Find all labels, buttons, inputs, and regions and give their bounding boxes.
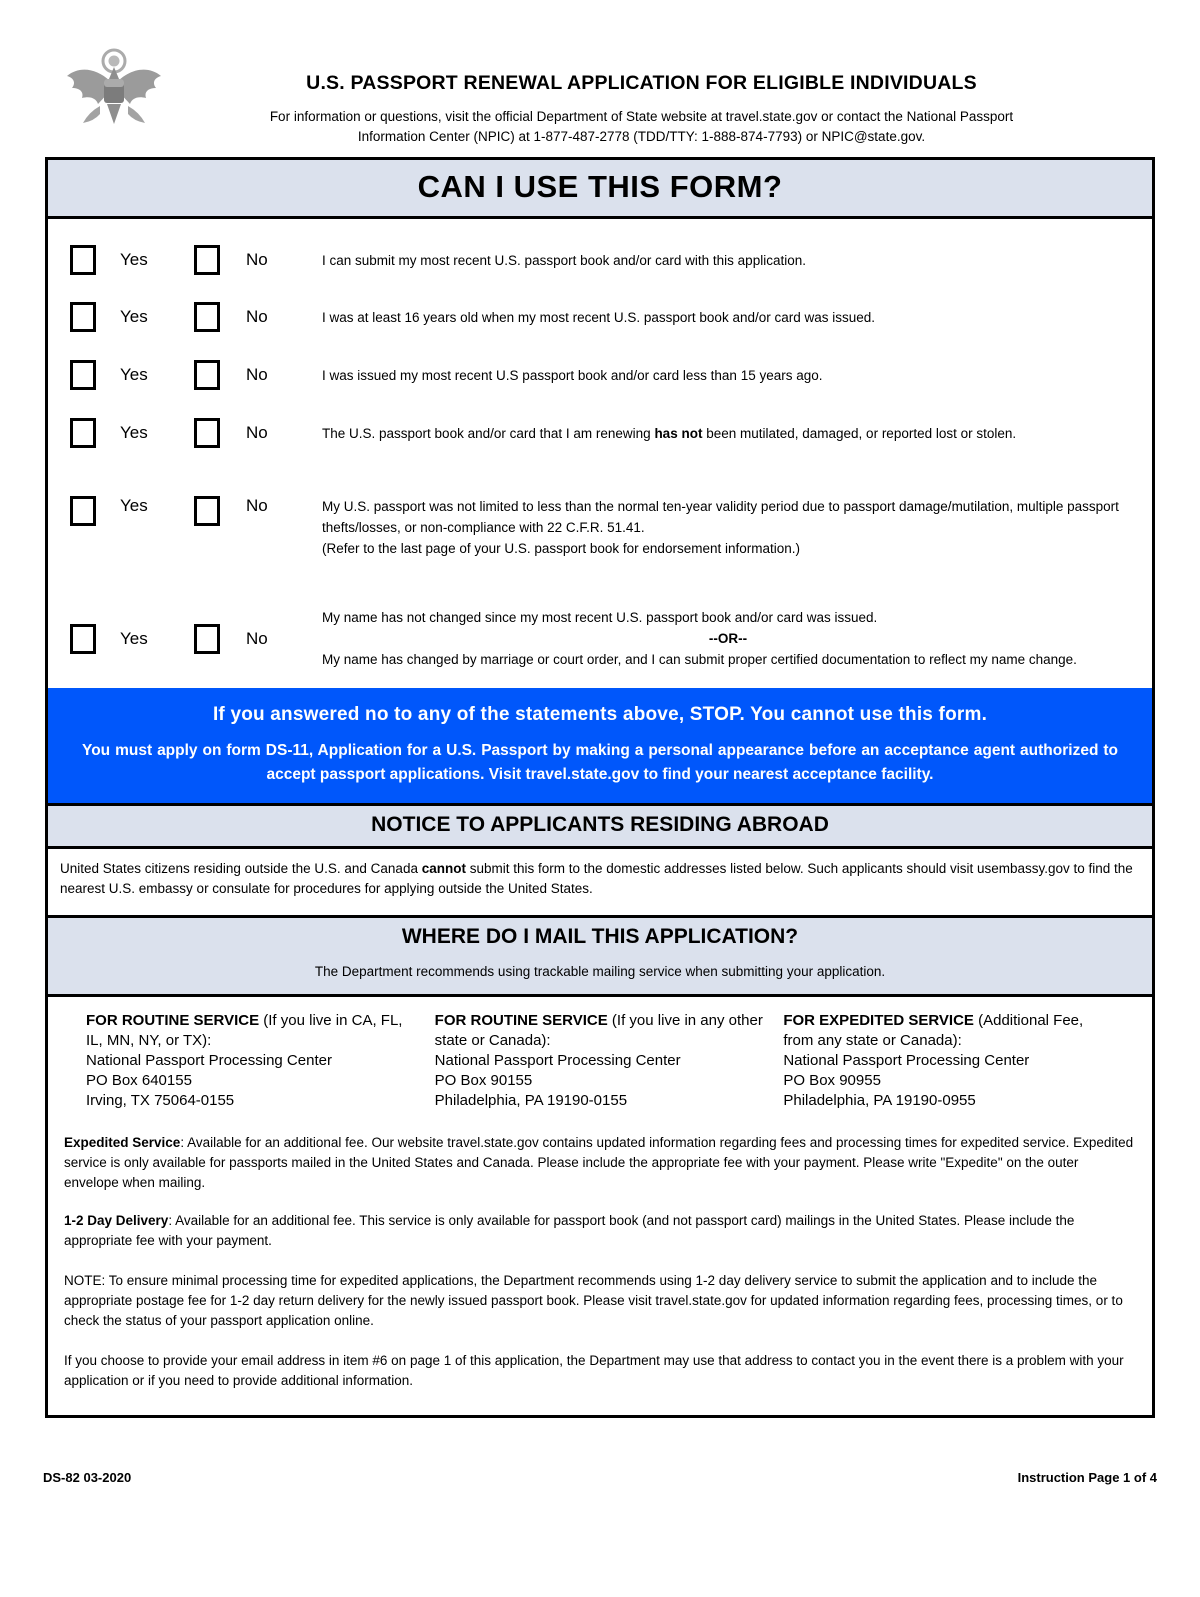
page-title: U.S. PASSPORT RENEWAL APPLICATION FOR ELIGIBLE INDIVIDUALS [306,72,977,94]
day-delivery-label: 1-2 Day Delivery [64,1213,169,1228]
state-seal-eagle-icon [60,44,178,141]
statement-6-line1: My name has not changed since my most recent U.S. passport book and/or card was issued. [322,610,878,625]
address-3-line2: PO Box 90955 [783,1072,881,1089]
eligibility-statement-2: I was at least 16 years old when my most recent U.S. passport book and/or card was issued. [322,309,876,325]
page-subtitle: For information or questions, visit the official Department of State website at travel.state.gov or contact the National Passport Information Center (NPIC) at 1-877-487-2778 (TDD/TTY: 1-888-874-7793) or NPIC@state.gov. [269,109,1014,144]
section-title-mailing: WHERE DO I MAIL THIS APPLICATION? [401,925,799,948]
yes-checkbox-3[interactable] [70,360,96,390]
day-delivery-text: : Available for an additional fee. This service is only available for passport book (and not passport card) mailings in the United States. Please include the appropriate fee with your payment. [64,1213,1075,1248]
section-title-abroad: NOTICE TO APPLICANTS RESIDING ABROAD [371,813,829,836]
day-delivery-paragraph [48,1211,1152,1251]
email-notice-paragraph: If you choose to provide your email address in item #6 on page 1 of this application, the Department may use that address to contact you in the event there is a problem with your application or if you need to provide additional information. [64,1353,1124,1388]
no-checkbox-2[interactable] [194,302,220,332]
eligibility-row-6 [48,607,1152,670]
instruction-box [45,157,1155,1418]
page-number: Instruction Page 1 of 4 [1017,1470,1157,1485]
address-2-line3: Philadelphia, PA 19190-0155 [434,1092,628,1109]
address-3-line1: National Passport Processing Center [783,1052,1030,1069]
page-footer [43,1470,1157,1485]
eligibility-statement-5 [322,496,1134,559]
form-header [60,44,1145,147]
eligibility-row-4 [48,418,1152,448]
address-2-service: FOR ROUTINE SERVICE [434,1012,608,1029]
eligibility-statement-1: I can submit my most recent U.S. passport book and/or card with this application. [322,252,806,268]
eligibility-statement-3: I was issued my most recent U.S passport book and/or card less than 15 years ago. [322,367,823,383]
yes-checkbox-4[interactable] [70,418,96,448]
address-routine-south [86,1011,435,1111]
abroad-pre: United States citizens residing outside the U.S. and Canada [60,861,422,876]
address-1-service: FOR ROUTINE SERVICE [86,1012,260,1029]
abroad-notice-band [48,806,1152,849]
address-routine-other [435,1011,784,1111]
stop-notice [48,688,1152,806]
section-title-can-i-use: CAN I USE THIS FORM? [417,169,783,204]
mailing-addresses [48,997,1152,1111]
yes-label: Yes [120,307,148,326]
statement-5-note: (Refer to the last page of your U.S. passport book for endorsement information.) [322,541,800,556]
eligibility-checklist [48,245,1152,688]
no-checkbox-6[interactable] [194,624,220,654]
statement-4-bold: has not [654,425,703,441]
yes-label: Yes [120,250,148,269]
no-label: No [246,423,268,442]
address-1-line3: Irving, TX 75064-0155 [86,1092,235,1109]
yes-checkbox-2[interactable] [70,302,96,332]
statement-6-line2: My name has changed by marriage or court order, and I can submit proper certified documentation to reflect my name change. [322,652,1077,667]
yes-label: Yes [120,496,148,515]
no-checkbox-1[interactable] [194,245,220,275]
no-checkbox-4[interactable] [194,418,220,448]
yes-checkbox-5[interactable] [70,496,96,526]
expedited-service-text: : Available for an additional fee. Our website travel.state.gov contains updated information regarding fees and processing times for expedited service. Expedited service is only available for passports mailed in the United States and Canada. Please include the appropriate fee with your payment. Please write "Expedite" on the outer envelope when mailing. [64,1135,1134,1190]
yes-label: Yes [120,423,148,442]
abroad-post: submit this form to the domestic addresses listed below. Such applicants should visit usembassy.gov to find the nearest U.S. embassy or consulate for procedures for applying outside the United States. [60,861,1133,896]
no-label: No [246,496,268,515]
eligibility-statement-6 [322,607,1134,670]
mailing-band [48,918,1152,997]
yes-label: Yes [120,365,148,384]
address-3-service: FOR EXPEDITED SERVICE [783,1012,974,1029]
stop-headline: If you answered no to any of the statements above, STOP. You cannot use this form. [212,704,988,725]
address-2-line2: PO Box 90155 [434,1072,533,1089]
address-2-line1: National Passport Processing Center [434,1052,681,1069]
statement-4-pre: The U.S. passport book and/or card that I am renewing [322,425,655,441]
eligibility-row-2 [48,302,1152,332]
mailing-subtitle: The Department recommends using trackable mailing service when submitting your application. [314,964,886,979]
no-checkbox-3[interactable] [194,360,220,390]
form-number: DS-82 03-2020 [43,1470,132,1485]
address-1-line1: National Passport Processing Center [86,1052,332,1069]
statement-6-or: --OR-- [708,631,748,646]
address-1-qualifier: (If you live in CA, FL, IL, MN, NY, or TX): [86,1012,403,1049]
note-paragraph: NOTE: To ensure minimal processing time for expedited applications, the Department recommends using 1-2 day delivery service to submit the application and to include the appropriate postage fee for 1-2 day return delivery for the newly issued passport book. Please visit travel.state.gov for updated information regarding fees, processing times, or to check the status of your passport application online. [64,1273,1123,1328]
no-label: No [246,250,268,269]
eligibility-row-1 [48,245,1152,275]
can-i-use-this-form-band [48,160,1152,219]
eligibility-statement-4 [322,423,1134,444]
stop-body: You must apply on form DS-11, Application for a U.S. Passport by making a personal appearance before an acceptance agent authorized to accept passport applications. Visit travel.state.gov to find your nearest acceptance facility. [82,742,1118,783]
abroad-notice-text [48,849,1152,918]
address-expedited [783,1011,1132,1111]
no-label: No [246,307,268,326]
expedited-service-label: Expedited Service [64,1135,181,1150]
abroad-bold: cannot [421,861,466,876]
address-2-qualifier: (If you live in any other state or Canada): [434,1012,763,1049]
statement-4-post: been mutilated, damaged, or reported lost or stolen. [702,425,1017,441]
yes-label: Yes [120,628,148,648]
address-1-line2: PO Box 640155 [86,1072,192,1089]
expedited-service-paragraph [48,1133,1152,1193]
statement-5-text: My U.S. passport was not limited to less than the normal ten-year validity period due to passport damage/mutilation, multiple passport thefts/losses, or non-compliance with 22 C.F.R. 51.41. [322,499,1119,535]
no-label: No [246,628,268,648]
address-3-line3: Philadelphia, PA 19190-0955 [783,1092,976,1109]
yes-checkbox-6[interactable] [70,624,96,654]
eligibility-row-5 [48,496,1152,559]
yes-checkbox-1[interactable] [70,245,96,275]
eligibility-row-3 [48,360,1152,390]
no-label: No [246,365,268,384]
no-checkbox-5[interactable] [194,496,220,526]
address-3-qualifier: (Additional Fee, from any state or Canada): [783,1012,1084,1049]
